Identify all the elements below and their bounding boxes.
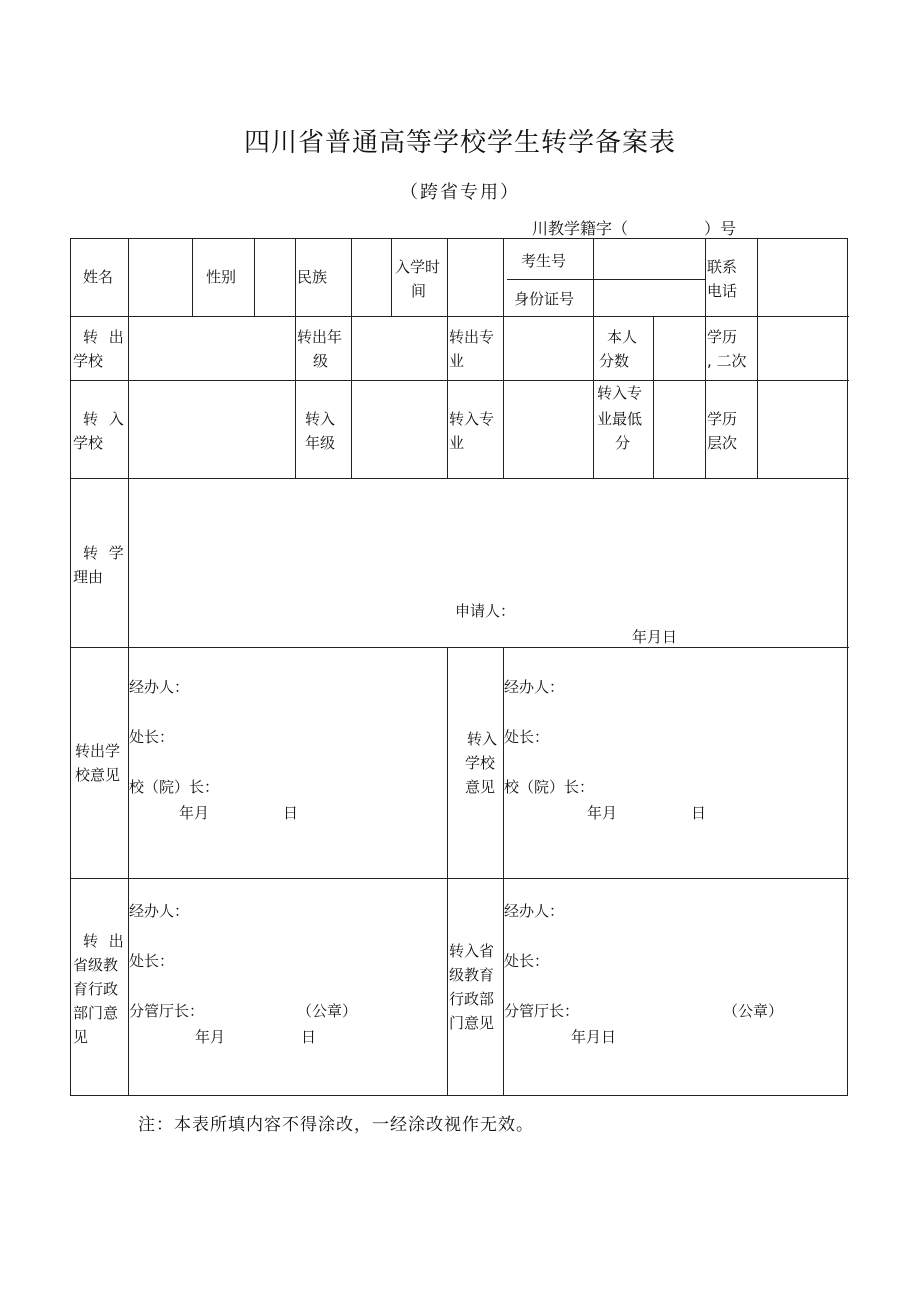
to-school-year-month: 年月 xyxy=(587,804,618,822)
label-education-1: 学历 xyxy=(707,328,738,346)
label-to-school-opinion-1: 转入 xyxy=(467,730,498,748)
from-school-president: 校（院）长： xyxy=(129,778,220,796)
to-school-president: 校（院）长： xyxy=(504,778,595,796)
doc-number-prefix: 川教学籍字（ xyxy=(532,219,629,238)
to-dept-seal: （公章） xyxy=(723,1002,784,1020)
label-phone-1: 联系 xyxy=(707,258,738,276)
form-subtitle: （跨省专用） xyxy=(400,182,520,203)
to-dept-director: 处长： xyxy=(504,952,550,970)
from-dept-day: 日 xyxy=(301,1028,317,1046)
label-from-dept-opinion-2: 省级教 xyxy=(73,956,119,974)
label-to-major-2: 业 xyxy=(449,434,465,452)
from-dept-handler: 经办人： xyxy=(129,902,190,920)
label-enroll-time-1: 入学时 xyxy=(395,258,441,276)
applicant-label: 申请人： xyxy=(455,602,516,620)
label-to-school-opinion-2: 学校 xyxy=(465,754,496,772)
label-to-grade-1: 转入 xyxy=(305,410,336,428)
label-from-grade-2: 级 xyxy=(313,352,329,370)
to-school-handler: 经办人： xyxy=(504,678,565,696)
from-school-director: 处长： xyxy=(129,728,175,746)
form-title: 四川省普通高等学校学生转学备案表 xyxy=(243,128,676,158)
label-phone-2: 电话 xyxy=(707,282,738,300)
footnote: 注：本表所填内容不得涂改，一经涂改视作无效。 xyxy=(138,1115,534,1135)
label-min-score-1: 转入专 xyxy=(597,384,643,402)
label-to-school-opinion-3: 意见 xyxy=(465,778,496,796)
label-own-score-1: 本人 xyxy=(607,328,638,346)
from-dept-head: 分管厅长： xyxy=(129,1002,205,1020)
label-from-major-1: 转出专 xyxy=(449,328,495,346)
to-school-director: 处长： xyxy=(504,728,550,746)
to-dept-head: 分管厅长： xyxy=(504,1002,580,1020)
label-from-dept-opinion-1: 转 出 xyxy=(83,932,127,950)
label-from-dept-opinion-4: 部门意 xyxy=(73,1004,119,1022)
label-from-dept-opinion-3: 育行政 xyxy=(73,980,119,998)
label-from-major-2: 业 xyxy=(449,352,465,370)
label-ethnicity: 民族 xyxy=(297,268,328,286)
label-own-score-2: 分数 xyxy=(599,352,630,370)
label-to-school-1: 转 入 xyxy=(83,410,127,428)
doc-number-suffix: ）号 xyxy=(704,219,737,238)
label-to-dept-opinion-3: 行政部 xyxy=(449,990,495,1008)
label-to-dept-opinion-2: 级教育 xyxy=(449,966,495,984)
from-school-year-month: 年月 xyxy=(179,804,210,822)
label-to-major-1: 转入专 xyxy=(449,410,495,428)
from-school-handler: 经办人： xyxy=(129,678,190,696)
label-from-dept-opinion-5: 见 xyxy=(73,1028,89,1046)
label-exam-number: 考生号 xyxy=(521,252,567,270)
label-to-dept-opinion-4: 门意见 xyxy=(449,1014,495,1032)
label-level-1: 学历 xyxy=(707,410,738,428)
label-reason-1: 转 学 xyxy=(83,544,127,562)
label-education-2: , 二次 xyxy=(707,352,747,370)
label-gender: 性别 xyxy=(206,268,237,286)
to-school-day: 日 xyxy=(691,804,707,822)
label-from-school-opinion-2: 校意见 xyxy=(75,766,121,784)
from-dept-year-month: 年月 xyxy=(195,1028,226,1046)
to-dept-date: 年月日 xyxy=(571,1028,617,1046)
reason-date: 年月日 xyxy=(632,628,678,646)
from-school-day: 日 xyxy=(283,804,299,822)
label-from-school-2: 学校 xyxy=(73,352,104,370)
from-dept-seal: （公章） xyxy=(297,1002,358,1020)
label-enroll-time-2: 间 xyxy=(411,282,427,300)
label-to-grade-2: 年级 xyxy=(305,434,336,452)
label-from-grade-1: 转出年 xyxy=(297,328,343,346)
label-from-school-opinion-1: 转出学 xyxy=(75,742,121,760)
label-id-number: 身份证号 xyxy=(514,290,575,308)
transfer-form-table xyxy=(70,238,848,1096)
label-from-school-1: 转 出 xyxy=(83,328,127,346)
label-reason-2: 理由 xyxy=(73,568,104,586)
label-to-school-2: 学校 xyxy=(73,434,104,452)
to-dept-handler: 经办人： xyxy=(504,902,565,920)
label-min-score-2: 业最低 xyxy=(597,410,643,428)
label-level-2: 层次 xyxy=(707,434,738,452)
from-dept-director: 处长： xyxy=(129,952,175,970)
label-name: 姓名 xyxy=(83,268,114,286)
label-to-dept-opinion-1: 转入省 xyxy=(449,942,495,960)
label-min-score-3: 分 xyxy=(615,434,631,452)
